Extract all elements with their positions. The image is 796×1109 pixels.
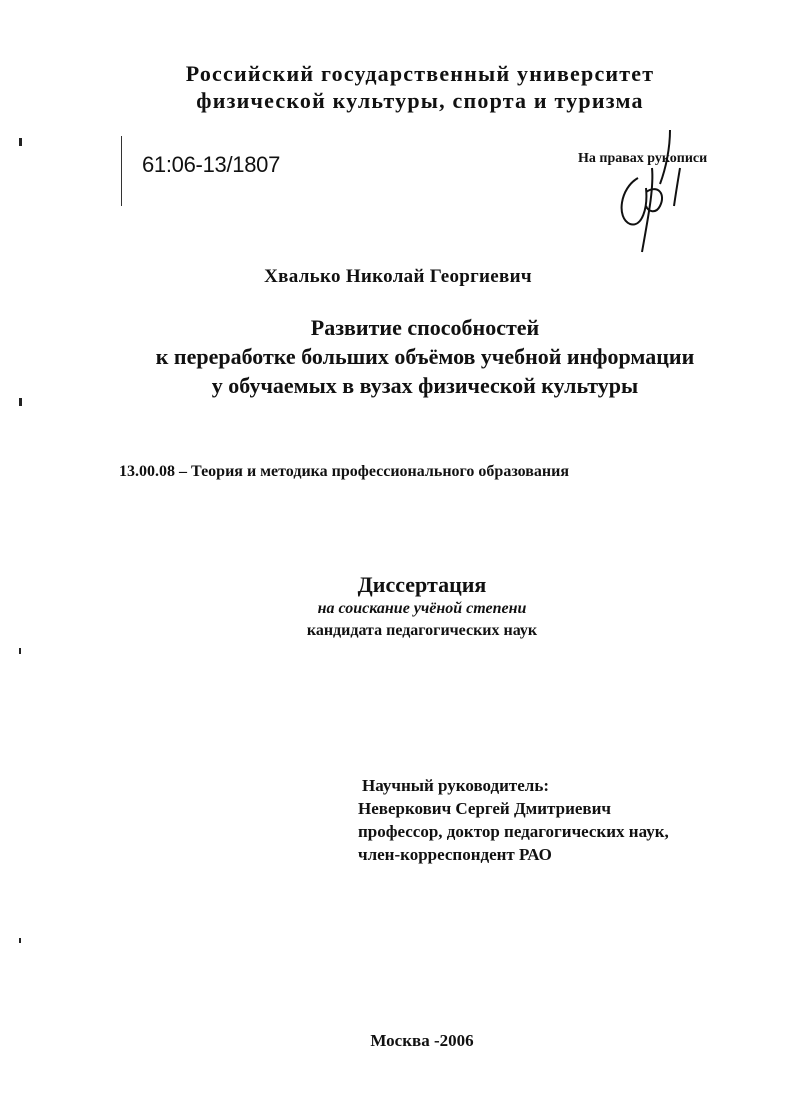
dissertation-title xyxy=(110,313,740,400)
advisor-degree: профессор, доктор педагогических наук, xyxy=(358,822,669,841)
scan-mark xyxy=(19,138,22,146)
scan-mark xyxy=(19,938,21,943)
university-line-2: физической культуры, спорта и туризма xyxy=(196,88,644,113)
advisor-membership: член-корреспондент РАО xyxy=(358,845,552,864)
dissertation-heading: Диссертация xyxy=(357,572,487,597)
title-line-1: Развитие способностей xyxy=(310,315,540,340)
rights-note: На правах рукописи xyxy=(578,151,708,166)
degree-line-1: на соискание учёной степени xyxy=(317,600,527,617)
title-line-2: к переработке больших объёмов учебной информации xyxy=(155,344,695,369)
degree-line-2: кандидата педагогических наук xyxy=(306,622,538,639)
scan-mark xyxy=(19,648,21,654)
specialty-code: 13.00.08 – Теория и методика профессионального образования xyxy=(119,463,569,480)
advisor-block xyxy=(358,774,669,866)
scan-mark xyxy=(19,398,22,406)
title-line-3: у обучаемых в вузах физической культуры xyxy=(211,373,639,398)
advisor-name: Неверкович Сергей Дмитриевич xyxy=(358,799,611,818)
author-name: Хвалько Николай Георгиевич xyxy=(264,266,532,287)
stamp-border xyxy=(121,136,122,206)
handwritten-signature xyxy=(608,128,698,258)
library-stamp-code: 61:06-13/1807 xyxy=(142,152,281,177)
university-line-1: Российский государственный университет xyxy=(185,61,655,86)
university-header xyxy=(120,60,720,114)
city-year: Москва -2006 xyxy=(370,1031,474,1050)
advisor-label: Научный руководитель: xyxy=(362,776,549,795)
